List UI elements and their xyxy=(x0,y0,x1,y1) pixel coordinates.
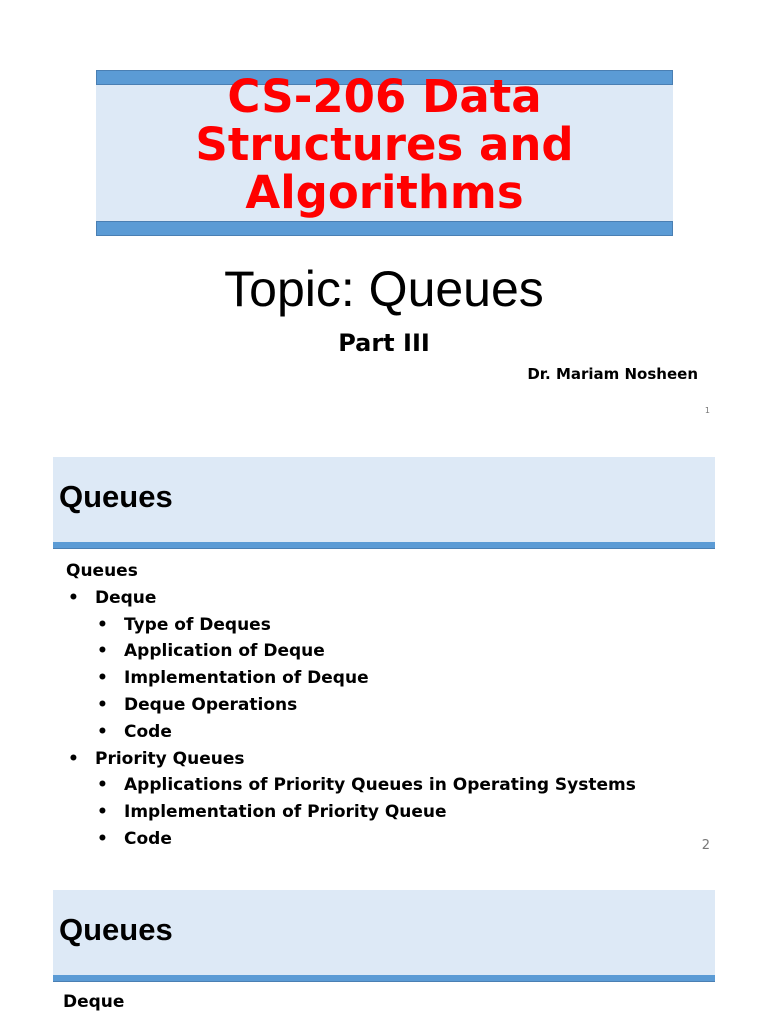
outline-heading: Queues xyxy=(66,561,138,581)
deque-slide xyxy=(0,870,768,1024)
outline-subitem xyxy=(95,799,636,826)
outline-item-label: Deque xyxy=(95,587,157,608)
bullet-icon: • xyxy=(97,694,108,715)
outline-subitem xyxy=(95,665,636,692)
outline-subitem-label: Application of Deque xyxy=(124,641,325,662)
outline-item-label: Priority Queues xyxy=(95,748,245,769)
bullet-icon: • xyxy=(97,721,108,742)
outline-slide xyxy=(0,440,768,860)
outline-subitem-label: Type of Deques xyxy=(124,614,271,635)
author-name: Dr. Mariam Nosheen xyxy=(527,365,698,383)
outline-sublist xyxy=(95,772,636,852)
outline-subitem xyxy=(95,719,636,746)
slide-number: 2 xyxy=(701,838,710,853)
bullet-icon: • xyxy=(97,828,108,849)
outline-subitem xyxy=(95,772,636,799)
course-title-box xyxy=(96,70,673,236)
bullet-icon: • xyxy=(97,614,108,635)
bullet-icon: • xyxy=(97,802,108,823)
outline-item xyxy=(66,746,636,773)
outline-content xyxy=(66,558,636,853)
header-underline xyxy=(53,542,715,549)
header-underline xyxy=(53,975,715,982)
topic-part: Part III xyxy=(338,329,430,357)
outline-subitem xyxy=(95,612,636,639)
bullet-icon: • xyxy=(97,775,108,796)
topic-title: Topic: Queues xyxy=(224,261,544,317)
outline-subitem-label: Deque Operations xyxy=(124,694,298,715)
outline-list xyxy=(66,585,636,853)
outline-subgroup xyxy=(66,772,636,852)
outline-subitem xyxy=(95,638,636,665)
bullet-icon: • xyxy=(68,748,79,769)
outline-subitem-label: Implementation of Deque xyxy=(124,668,369,689)
outline-subitem-label: Implementation of Priority Queue xyxy=(124,802,447,823)
bullet-icon: • xyxy=(97,641,108,662)
outline-sublist xyxy=(95,612,636,746)
slide-subheading: Deque xyxy=(63,992,125,1012)
bullet-icon: • xyxy=(68,587,79,608)
course-title: CS-206 Data Structures and Algorithms xyxy=(195,70,574,219)
outline-subitem xyxy=(95,826,636,853)
slide-header-title: Queues xyxy=(59,912,173,947)
outline-item xyxy=(66,585,636,612)
outline-subgroup xyxy=(66,612,636,746)
slide-number: 1 xyxy=(704,406,710,415)
outline-subitem-label: Code xyxy=(124,721,172,742)
slide-header xyxy=(53,890,715,982)
slide-header-title: Queues xyxy=(59,479,173,514)
outline-subitem-label: Code xyxy=(124,828,172,849)
bullet-icon: • xyxy=(97,668,108,689)
outline-subitem xyxy=(95,692,636,719)
title-box-bottom-bar xyxy=(96,221,673,236)
title-slide xyxy=(0,0,768,430)
slide-header xyxy=(53,457,715,549)
outline-subitem-label: Applications of Priority Queues in Operating Systems xyxy=(124,775,636,796)
